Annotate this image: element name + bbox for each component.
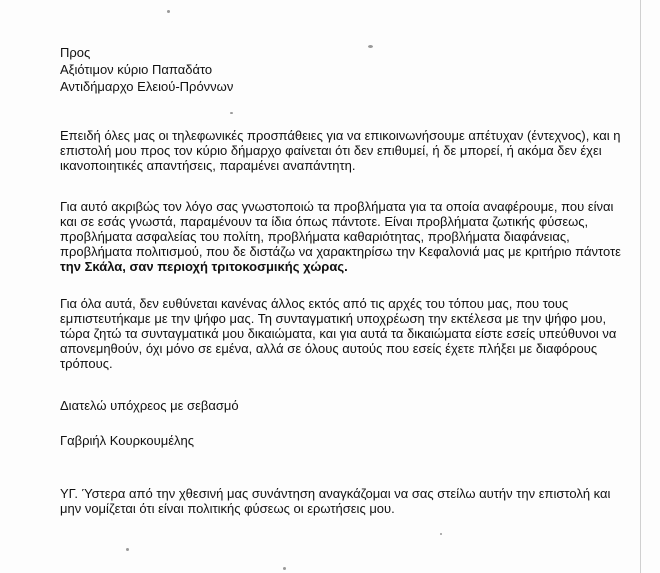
postscript-line: ΥΓ. Ύστερα από την χθεσινή μας συνάντηση αναγκάζομαι να σας στείλω αυτήν την επιστολή και xyxy=(60,486,611,501)
scan-speck xyxy=(368,45,373,48)
paragraph-2-line: και σε εσάς γνωστά, παραμένουν τα ίδια όπως πάντοτε. Είναι προβλήματα ζωτικής φύσεως, xyxy=(60,214,589,229)
paragraph-2-line: Για αυτό ακριβώς τον λόγο σας γνωστοποιώ τα προβλήματα για τα οποία αναφέρουμε, που είναι xyxy=(60,199,614,214)
paragraph-1-line: επιστολή μου προς τον κύριο δήμαρχο φαίνεται ότι δεν επιθυμεί, ή δε μπορεί, ή ακόμα δεν έχει xyxy=(60,143,602,158)
paragraph-3-line: τώρα ζητώ τα συνταγματικά μου δικαιώματα, και για αυτά τα δικαιώματα είστε εσείς υπεύθυνοι να xyxy=(60,326,617,341)
paragraph-3-line: Για όλα αυτά, δεν ευθύνεται κανένας άλλος εκτός από τις αρχές του τόπου μας, που τους xyxy=(60,296,569,311)
paragraph-3 xyxy=(60,296,625,371)
address-line-1: Προς xyxy=(60,45,91,60)
paragraph-2-line: προβλήματα ασφαλείας του πολίτη, προβλήματα καθαριότητας, προβλήματα διαφάνειας, xyxy=(60,229,570,244)
paragraph-1-line: ικανοποιητικές απαντήσεις, παραμένει αναπάντητη. xyxy=(60,158,356,173)
scan-speck xyxy=(230,112,233,114)
paragraph-2-line-bold: την Σκάλα, σαν περιοχή τριτοκοσμικής χώρας. xyxy=(60,259,348,274)
paragraph-3-line: τρόπους. xyxy=(60,356,113,371)
paragraph-3-line: απονεμηθούν, όχι μόνο σε εμένα, αλλά σε όλους αυτούς που εσείς έχετε πλήξει με διαφόρους xyxy=(60,341,598,356)
paragraph-3-line: εμπιστευτήκαμε με την ψήφο μας. Τη συνταγματική υποχρέωση την εκτέλεσα με την ψήφο μου, xyxy=(60,311,607,326)
postscript-line: μην νομίζεται ότι είναι πολιτικής φύσεως οι ερωτήσεις μου. xyxy=(60,501,395,516)
closing-line: Διατελώ υπόχρεος με σεβασμό xyxy=(60,398,239,413)
paragraph-1 xyxy=(60,128,625,173)
page-edge xyxy=(640,0,641,573)
paragraph-2-line: προβλήματα πολιτισμού, που δε διστάζω να χαρακτηρίσω την Κεφαλονιά μας με κριτήριο πάντοτε xyxy=(60,244,621,259)
address-line-3: Αντιδήμαρχο Ελειού-Πρόννων xyxy=(60,79,234,94)
signature-name: Γαβριήλ Κουρκουμέλης xyxy=(60,433,194,448)
scan-speck xyxy=(167,10,170,13)
scan-speck xyxy=(440,533,442,535)
paragraph-2 xyxy=(60,199,625,274)
address-line-2: Αξιότιμον κύριο Παπαδάτο xyxy=(60,62,213,77)
scan-speck xyxy=(283,567,286,570)
paragraph-1-line: Επειδή όλες μας οι τηλεφωνικές προσπάθειες για να επικοινωνήσουμε απέτυχαν (έντεχνος), και η xyxy=(60,128,621,143)
postscript xyxy=(60,486,625,516)
scan-speck xyxy=(126,548,129,551)
